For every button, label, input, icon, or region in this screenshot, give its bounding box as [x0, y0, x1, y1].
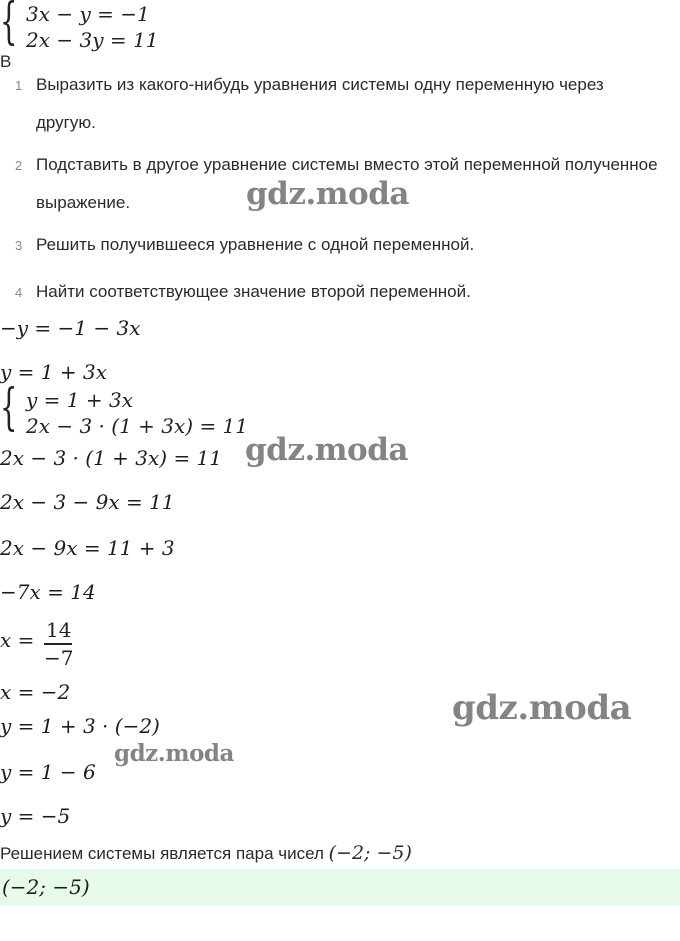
step-text: Решить получившееся уравнение с одной переменной.	[36, 235, 475, 254]
equation: y = −5	[0, 804, 71, 828]
equation: 2x − 3 · (1 + 3x) = 11	[0, 446, 223, 470]
equation: y = 1 + 3x	[0, 360, 107, 384]
step-text: Выразить из какого-нибудь уравнения системы одну переменную через другую.	[36, 75, 604, 132]
equation: −y = −1 − 3x	[0, 316, 141, 340]
step-number: 2	[15, 158, 23, 173]
brace-icon: {	[0, 378, 18, 436]
conclusion-line	[0, 842, 412, 864]
system-1-row-1: 3x − y = −1	[26, 2, 150, 26]
equation: y = 1 + 3 · (−2)	[0, 714, 160, 738]
step-number: 3	[15, 238, 23, 253]
step-number: 1	[15, 78, 23, 93]
fraction-lhs: x =	[0, 628, 35, 652]
step-number: 4	[15, 285, 23, 300]
step-text: Найти соответствующее значение второй переменной.	[36, 282, 471, 301]
equation: y = 1 − 6	[0, 760, 96, 784]
answer-box	[0, 869, 680, 906]
conclusion-text: Решением системы является пара чисел	[0, 844, 329, 863]
clipped-text-line: В	[0, 52, 12, 71]
system-2-row-1: y = 1 + 3x	[26, 388, 133, 412]
brace-icon: {	[0, 0, 18, 50]
watermark: gdz.moda	[452, 688, 632, 728]
answer-value: (−2; −5)	[2, 875, 90, 899]
equation: −7x = 14	[0, 580, 96, 604]
conclusion-pair: (−2; −5)	[328, 842, 412, 864]
equation: 2x − 3 − 9x = 11	[0, 490, 175, 514]
step-text: Подставить в другое уравнение системы вместо этой переменной полученное выражение.	[36, 155, 658, 212]
fraction-denominator: −7	[44, 646, 74, 670]
watermark: gdz.moda	[245, 432, 408, 468]
watermark: gdz.moda	[246, 176, 409, 212]
system-1-row-2: 2x − 3y = 11	[26, 28, 159, 52]
fraction-numerator: 14	[46, 618, 72, 642]
equation: x = −2	[0, 680, 71, 704]
watermark: gdz.moda	[114, 740, 234, 767]
equation: 2x − 9x = 11 + 3	[0, 536, 175, 560]
system-2-row-2: 2x − 3 · (1 + 3x) = 11	[26, 414, 249, 438]
fraction-bar	[44, 643, 72, 645]
